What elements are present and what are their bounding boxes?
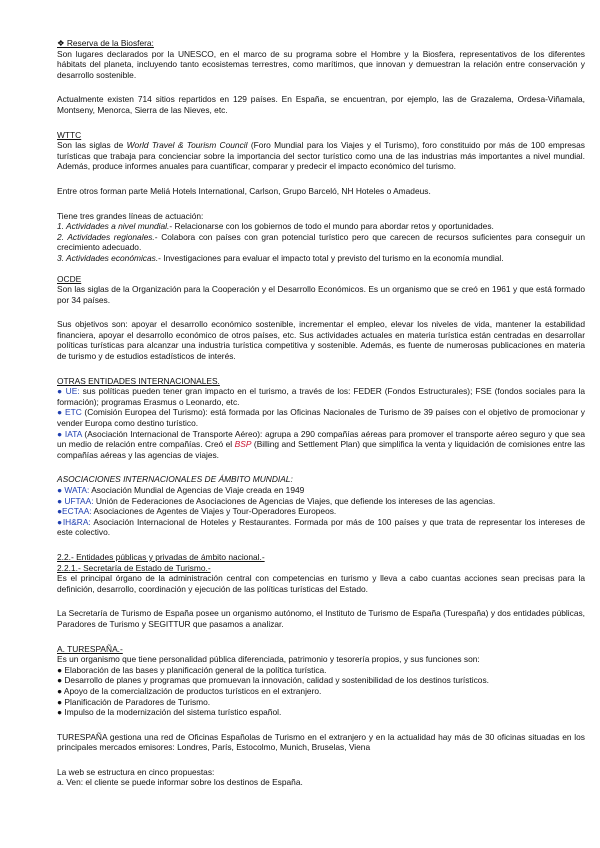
turespana-function-item: ● Elaboración de las bases y planificación general de la política turística.	[57, 664, 327, 675]
turespana-function-item: ● Desarrollo de planes y programas que promuevan la innovación, calidad y sostenibilidad de los destinos turísticos.	[57, 675, 489, 686]
otras-entidades-heading: OTRAS ENTIDADES INTERNACIONALES.	[57, 375, 220, 386]
ocde-objectives-paragraph: Sus objetivos son: apoyar el desarrollo económico sostenible, incrementar el empleo, elevar los niveles de vida, mantener la estabilidad financiera, apoyar el desarrollo económico de otros países, etc. Sus actividades actuales en materia turística están centradas en desarrollar políticas turísticas para alcanzar una industria turística competitiva y sostenible. Además, es fuente de numerosas publicaciones en materia de turismo y de estudios estadísticos de interés.	[57, 319, 585, 362]
uftaa-item: ● UFTAA: Unión de Federaciones de Asociaciones de Agencias de Viajes, que defiende los intereses de las agencias.	[57, 495, 496, 506]
ue-item: ● UE: sus políticas pueden tener gran impacto en el turismo, a través de los: FEDER (Fondos Estructurales); FSE (fondos sociales para la formación); programas Erasmus o Leonardo, etc.	[57, 386, 585, 407]
ihra-item: ●IH&RA: Asociación Internacional de Hoteles y Restaurantes. Formada por más de 100 países y que trata de representar los intereses de este colectivo.	[57, 516, 585, 538]
wttc-lines-intro: Tiene tres grandes líneas de actuación:	[57, 210, 204, 221]
ocde-heading: OCDE	[57, 273, 82, 284]
wata-item: ● WATA: Asociación Mundial de Agencias de Viaje creada en 1949	[57, 485, 305, 495]
wttc-heading: WTTC	[57, 129, 82, 140]
biosfera-paragraph: Son lugares declarados por la UNESCO, en el marco de su programa sobre el Hombre y la Biosfera, representativos de los diferentes hábitats del planeta, incluyendo tanto ecosistemas terrestres, como marítimos, que innovan y demuestran la relación entre conservación y desarrollo sostenible.	[57, 48, 585, 80]
turespana-function-item: ● Apoyo de la comercialización de productos turísticos en el extranjero.	[57, 685, 322, 696]
turespana-web-intro: La web se estructura en cinco propuestas:	[57, 766, 215, 777]
ectaa-item: ●ECTAA: Asociaciones de Agentes de Viajes y Tour-Operadores Europeos.	[57, 506, 337, 517]
asociaciones-heading: ASOCIACIONES INTERNACIONALES DE ÁMBITO MUNDIAL:	[57, 474, 293, 485]
secretaria-organismos-paragraph: La Secretaría de Turismo de España posee un organismo autónomo, el Instituto de Turismo de España (Turespaña) y dos entidades públicas, Paradores de Turismo y SEGITTUR que pasamos a analizar.	[57, 608, 585, 629]
turespana-heading: A. TURESPAÑA.-	[57, 643, 123, 654]
turespana-function-item: ● Impulso de la modernización del sistema turístico español.	[57, 707, 282, 718]
wttc-line-3: 3. Actividades económicas.- Investigaciones para evaluar el impacto total y previsto del turismo en la economía mundial.	[57, 252, 504, 263]
wttc-line-2: 2. Actividades regionales.- Colabora con países con gran potencial turístico pero que carecen de recursos suficientes para conseguir un crecimiento adecuado.	[57, 231, 585, 253]
wttc-paragraph: Son las siglas de World Travel & Tourism Council (Foro Mundial para los Viajes y el Turismo), foro constituido por más de 100 empresas turísticas que trabaja para concienciar sobre la importancia del sector turístico como una de las industrias más importantes a nivel mundial. Además, produce informes anuales para cuantificar, comparar y predecir el impacto económico del turismo.	[57, 140, 585, 172]
entidades-nacionales-heading: 2.2.- Entidades públicas y privadas de ámbito nacional.-	[57, 551, 265, 562]
wttc-line-1: 1. Actividades a nivel mundial.- Relacionarse con los gobiernos de todo el mundo para abordar retos y oportunidades.	[57, 221, 494, 232]
ocde-paragraph: Son las siglas de la Organización para la Cooperación y el Desarrollo Económicos. Es un organismo que se creó en 1961 y que está formado por 34 países.	[57, 284, 585, 305]
turespana-web-item-a: a. Ven: el cliente se puede informar sobre los destinos de España.	[57, 777, 303, 788]
document-page	[57, 38, 585, 788]
biosfera-sites-paragraph: Actualmente existen 714 sitios repartidos en 129 países. En España, se encuentran, por ejemplo, las de Grazalema, Ordesa-Viñamala, Montseny, Menorca, Sierra de las Nieves, etc.	[57, 94, 585, 115]
etc-item: ● ETC (Comisión Europea del Turismo): está formada por las Oficinas Nacionales de Turismo de 39 países con el objetivo de promocionar y vender Europa como destino turístico.	[57, 407, 585, 429]
iata-item: ● IATA (Asociación Internacional de Transporte Aéreo): agrupa a 290 compañías aéreas para promover el transporte aéreo seguro y que sea un medio de relación entre compañías. Creó el BSP (Billing and Settlement Plan) que simplifica la venta y liquidación de comisiones entre las compañías aéreas y las agencias de viajes.	[57, 428, 585, 460]
secretaria-subheading: 2.2.1.- Secretaría de Estado de Turismo.-	[57, 562, 211, 573]
turespana-intro: Es un organismo que tiene personalidad pública diferenciada, patrimonio y tesorería propios, y sus funciones son:	[57, 654, 480, 665]
turespana-function-item: ● Planificación de Paradores de Turismo.	[57, 696, 211, 707]
secretaria-paragraph: Es el principal órgano de la administración central con competencias en turismo y lleva a cabo cuantas acciones sean precisas para la definición, desarrollo, coordinación y ejecución de las políticas turísticas del Estado.	[57, 573, 585, 594]
turespana-offices-paragraph: TURESPAÑA gestiona una red de Oficinas Españolas de Turismo en el extranjero y en la actualidad hay más de 30 oficinas situadas en los principales mercados emisores: Londres, París, Estocolmo, Munich, Bruselas, Viena	[57, 731, 585, 753]
wttc-members-paragraph: Entre otros forman parte Meliá Hotels International, Carlson, Grupo Barceló, NH Hoteles o Amadeus.	[57, 185, 431, 196]
biosfera-heading: ❖ Reserva de la Biosfera:	[57, 38, 154, 48]
